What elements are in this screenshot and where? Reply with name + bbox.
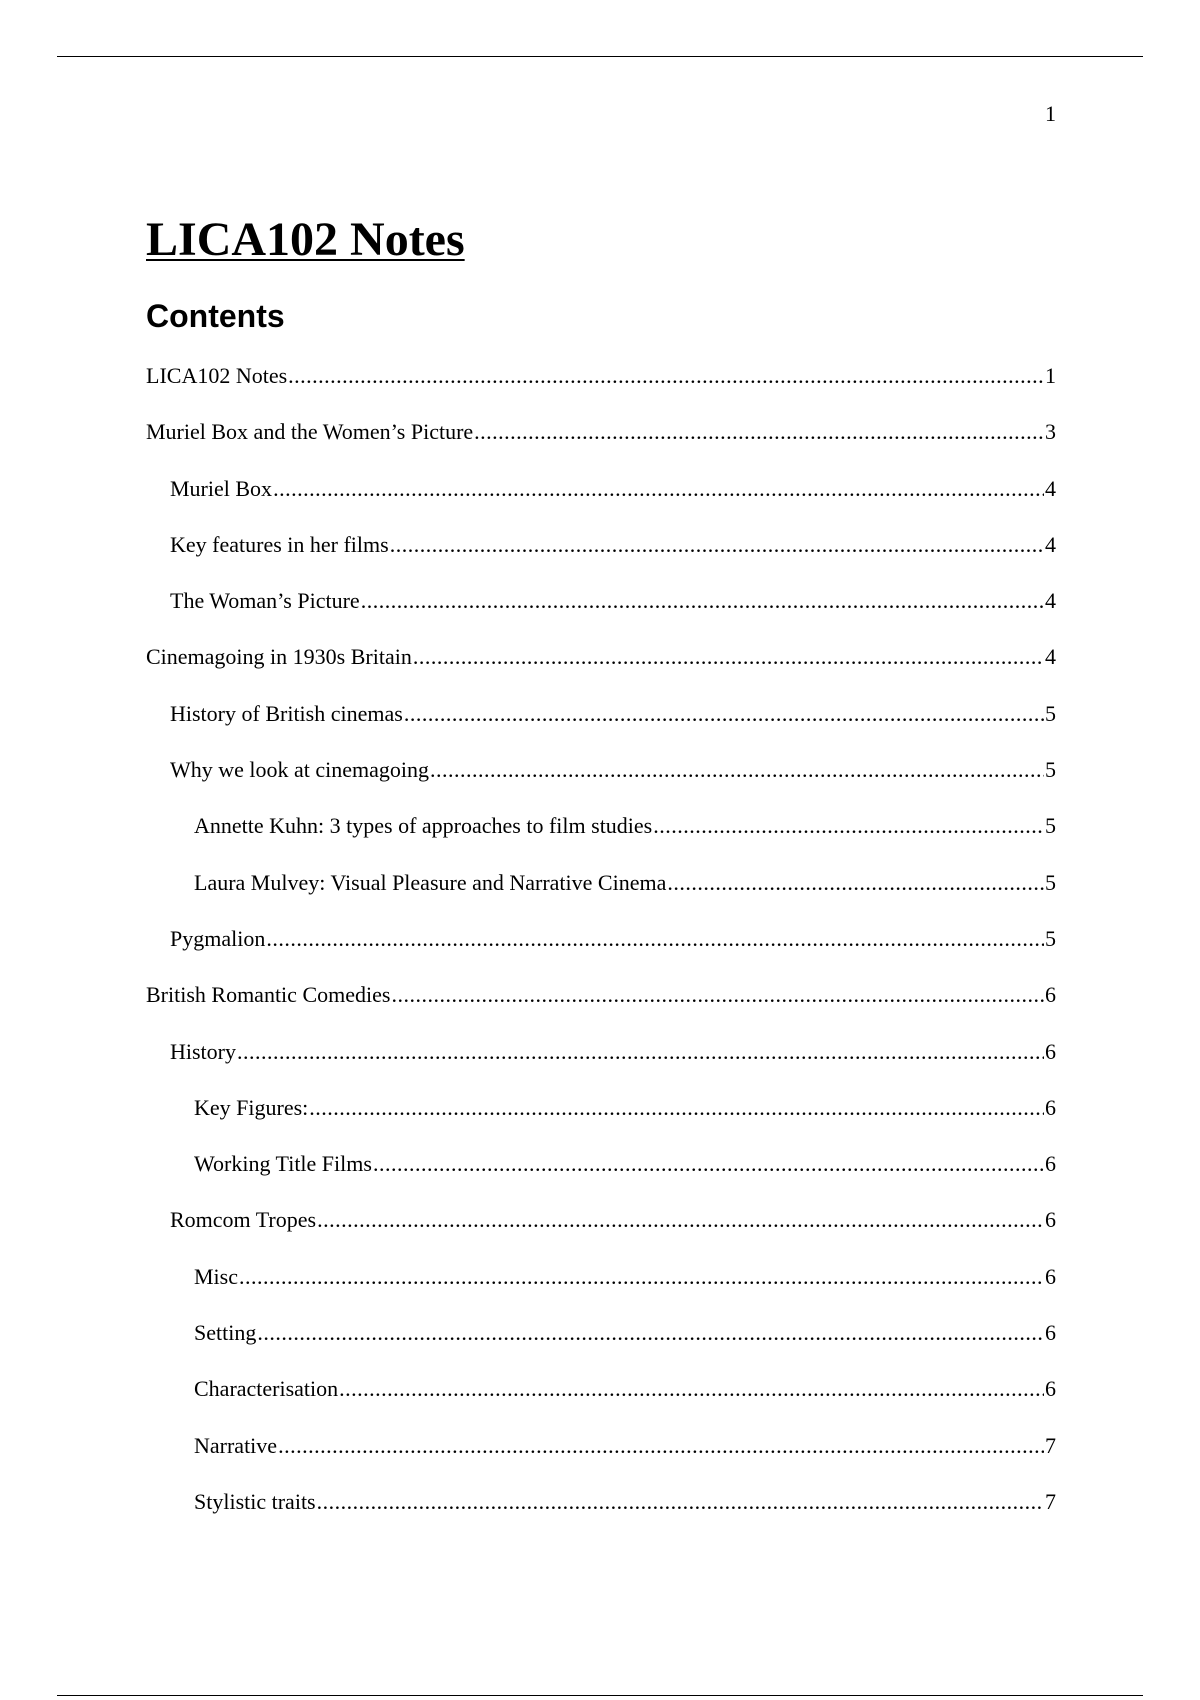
dot-leader xyxy=(653,812,1044,840)
dot-leader xyxy=(278,1432,1044,1460)
toc-entry-page: 6 xyxy=(1045,1376,1056,1402)
toc-entry-text: LICA102 Notes xyxy=(146,363,288,388)
dot-leader xyxy=(309,1094,1044,1122)
toc-entry-lica102-notes[interactable] xyxy=(146,362,1056,418)
toc-entry-key-features[interactable] xyxy=(146,531,1056,587)
toc-entry-text: Setting xyxy=(194,1320,257,1346)
table-of-contents xyxy=(146,362,1056,1544)
toc-entry-page: 6 xyxy=(1045,1207,1056,1233)
toc-entry-page: 5 xyxy=(1045,700,1056,726)
dot-leader xyxy=(390,531,1044,559)
toc-entry-the-womans-picture[interactable] xyxy=(146,587,1056,643)
toc-entry-text: Laura Mulvey: Visual Pleasure and Narrative Cinema xyxy=(194,869,667,895)
dot-leader xyxy=(317,1206,1044,1234)
toc-entry-muriel-box-and-womens-picture[interactable] xyxy=(146,418,1056,474)
dot-leader xyxy=(288,362,1044,390)
toc-entry-text: Annette Kuhn: 3 types of approaches to film studies xyxy=(194,813,653,839)
toc-entry-muriel-box[interactable] xyxy=(146,475,1056,531)
toc-entry-text: Key features in her films xyxy=(170,531,389,557)
toc-entry-text: Cinemagoing in 1930s Britain xyxy=(146,644,412,670)
toc-entry-text: The Woman’s Picture xyxy=(170,588,360,614)
bottom-rule xyxy=(57,1695,1143,1696)
toc-entry-cinemagoing-1930s-britain[interactable] xyxy=(146,643,1056,699)
document-title: LICA102 Notes xyxy=(146,213,465,266)
dot-leader xyxy=(239,1263,1044,1291)
dot-leader xyxy=(430,756,1044,784)
dot-leader xyxy=(373,1150,1044,1178)
toc-entry-why-we-look[interactable] xyxy=(146,756,1056,812)
toc-entry-narrative[interactable] xyxy=(146,1432,1056,1488)
toc-entry-page: 4 xyxy=(1045,475,1056,501)
toc-entry-page: 5 xyxy=(1045,813,1056,839)
toc-entry-text: Why we look at cinemagoing xyxy=(170,757,430,783)
toc-entry-page: 7 xyxy=(1045,1432,1056,1458)
toc-entry-text: Misc xyxy=(194,1263,238,1289)
toc-entry-text: Key Figures: xyxy=(194,1094,309,1120)
toc-entry-british-romantic-comedies[interactable] xyxy=(146,981,1056,1037)
toc-entry-characterisation[interactable] xyxy=(146,1375,1056,1431)
toc-entry-page: 4 xyxy=(1045,588,1056,614)
toc-entry-misc[interactable] xyxy=(146,1263,1056,1319)
dot-leader xyxy=(361,587,1044,615)
toc-entry-pygmalion[interactable] xyxy=(146,925,1056,981)
toc-entry-text: Pygmalion xyxy=(170,925,266,951)
toc-entry-page: 6 xyxy=(1045,1094,1056,1120)
toc-entry-page: 6 xyxy=(1045,1263,1056,1289)
toc-entry-text: Stylistic traits xyxy=(194,1488,316,1514)
toc-entry-page: 6 xyxy=(1045,1038,1056,1064)
dot-leader xyxy=(474,418,1044,446)
top-rule xyxy=(57,56,1143,57)
toc-entry-page: 6 xyxy=(1045,1151,1056,1177)
toc-entry-text: Characterisation xyxy=(194,1376,339,1402)
toc-entry-page: 6 xyxy=(1045,1320,1056,1346)
toc-entry-history[interactable] xyxy=(146,1038,1056,1094)
toc-entry-text: History xyxy=(170,1038,236,1064)
dot-leader xyxy=(317,1488,1044,1516)
toc-entry-working-title-films[interactable] xyxy=(146,1150,1056,1206)
toc-entry-page: 6 xyxy=(1045,982,1056,1008)
toc-entry-page: 4 xyxy=(1045,531,1056,557)
toc-entry-page: 4 xyxy=(1045,644,1056,670)
toc-entry-page: 5 xyxy=(1045,869,1056,895)
dot-leader xyxy=(404,700,1044,728)
toc-entry-annette-kuhn[interactable] xyxy=(146,812,1056,868)
dot-leader xyxy=(273,475,1044,503)
toc-entry-text: Muriel Box xyxy=(170,475,273,501)
page-number: 1 xyxy=(1045,101,1056,126)
contents-heading: Contents xyxy=(146,298,285,334)
toc-entry-page: 5 xyxy=(1045,757,1056,783)
toc-entry-text: Romcom Tropes xyxy=(170,1207,317,1233)
dot-leader xyxy=(257,1319,1044,1347)
toc-entry-text: Working Title Films xyxy=(194,1151,372,1177)
toc-entry-page: 7 xyxy=(1045,1488,1056,1514)
toc-entry-romcom-tropes[interactable] xyxy=(146,1206,1056,1262)
toc-entry-stylistic-traits[interactable] xyxy=(146,1488,1056,1544)
toc-entry-text: Muriel Box and the Women’s Picture xyxy=(146,419,474,445)
dot-leader xyxy=(237,1038,1044,1066)
toc-entry-page: 5 xyxy=(1045,925,1056,951)
toc-entry-page: 1 xyxy=(1045,363,1056,388)
toc-entry-text: Narrative xyxy=(194,1432,278,1458)
toc-entry-page: 3 xyxy=(1045,419,1056,445)
toc-entry-key-figures[interactable] xyxy=(146,1094,1056,1150)
dot-leader xyxy=(413,643,1044,671)
dot-leader xyxy=(391,981,1044,1009)
toc-entry-history-british-cinemas[interactable] xyxy=(146,700,1056,756)
dot-leader xyxy=(667,869,1044,897)
toc-entry-text: British Romantic Comedies xyxy=(146,982,391,1008)
dot-leader xyxy=(266,925,1044,953)
toc-entry-laura-mulvey[interactable] xyxy=(146,869,1056,925)
dot-leader xyxy=(339,1375,1044,1403)
toc-entry-text: History of British cinemas xyxy=(170,700,403,726)
toc-entry-setting[interactable] xyxy=(146,1319,1056,1375)
